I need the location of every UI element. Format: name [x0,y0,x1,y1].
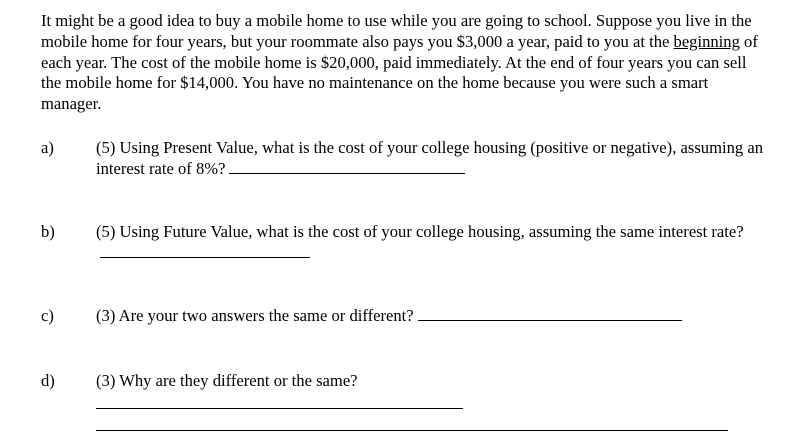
question-a-body [96,138,776,180]
question-d-label: d) [41,371,55,390]
question-a-label: a) [41,138,54,157]
answer-d-line-2[interactable] [96,430,728,431]
problem-text-part2: of each year. The cost of the mobile home is $20,000, paid immediately. At the end of four years you can sell the mobile home for $14,000. You have no maintenance on the home because you were such a smart manager. [41,31,758,114]
problem-text-underlined: beginning [673,31,740,51]
answer-b-blank[interactable] [100,243,310,258]
problem-statement [41,11,761,115]
question-b-body [96,222,776,264]
answer-c-blank[interactable] [418,306,682,321]
answer-a-blank[interactable] [229,159,465,174]
question-c-body [96,306,776,327]
answer-d-line-1[interactable] [96,408,463,409]
question-c-text: (3) Are your two answers the same or different? [96,306,414,325]
question-c-label: c) [41,306,54,325]
question-d-text: (3) Why are they different or the same? [96,371,358,390]
question-b-label: b) [41,222,55,241]
question-b-text: (5) Using Future Value, what is the cost of your college housing, assuming the same interest rate? [96,222,744,241]
question-a-text: (5) Using Present Value, what is the cost of your college housing (positive or negative), assuming an interest rate of 8%? [96,138,763,178]
problem-text-part1: It might be a good idea to buy a mobile home to use while you are going to school. Suppose you live in the mobile home for four years, but your roommate also pays you $3,000 a year, paid to you at the [41,11,752,51]
question-d-body [96,371,776,392]
